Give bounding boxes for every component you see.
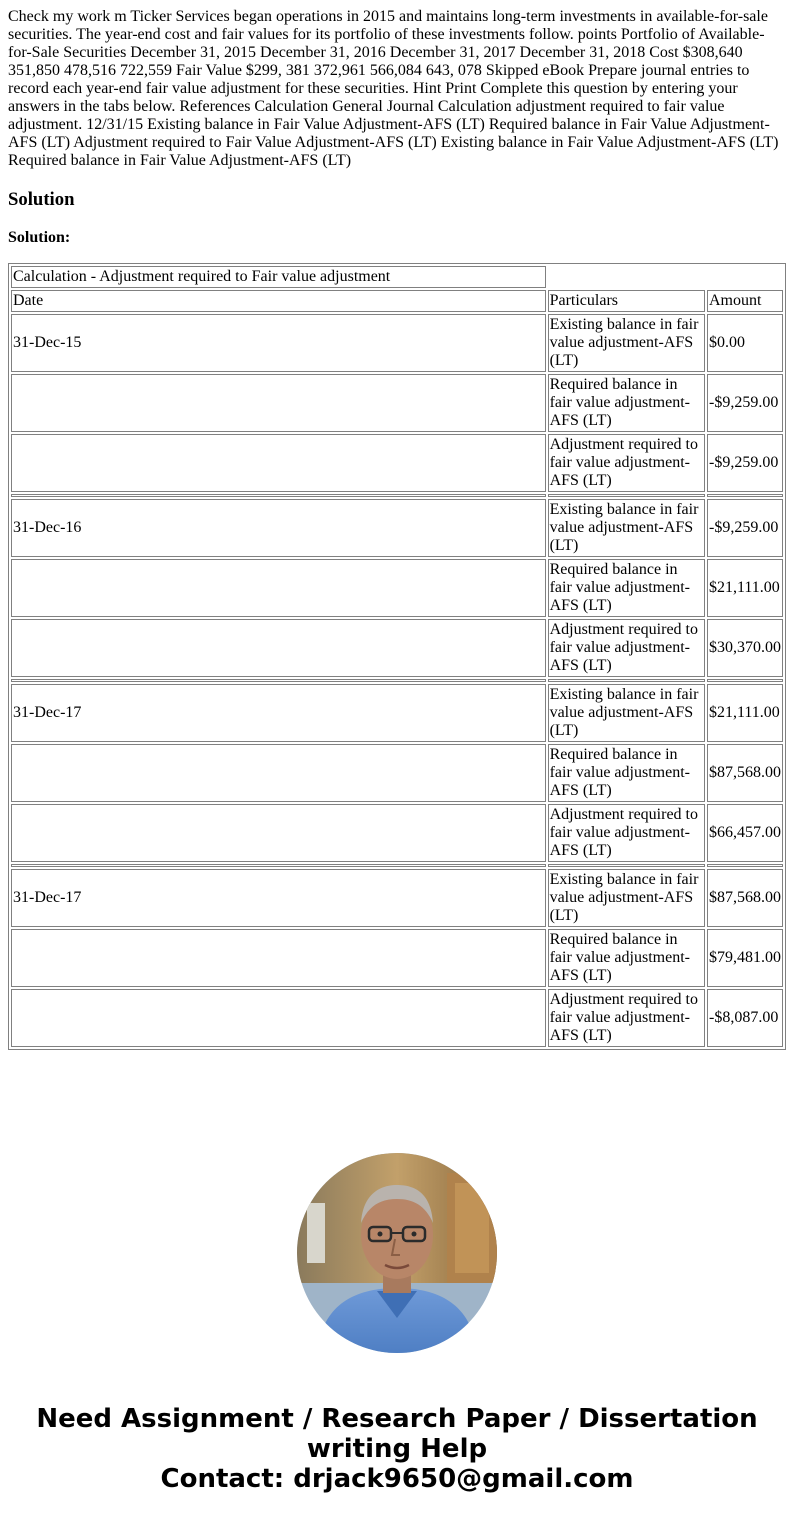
amount-cell: -$9,259.00 <box>707 434 783 492</box>
table-row <box>11 744 783 802</box>
table-row <box>11 869 783 927</box>
solution-heading: Solution <box>8 189 75 210</box>
particulars-cell: Existing balance in fair value adjustment-AFS (LT) <box>548 869 705 927</box>
date-cell <box>11 804 546 862</box>
question-text: Check my work m Ticker Services began operations in 2015 and maintains long-term investments in available-for-sale securities. The year-end cost and fair values for its portfolio of these investments follow. points Portfolio of Available-for-Sale Securities December 31, 2015 December 31, 2016 December 31, 2017 December 31, 2018 Cost $308,640 351,850 478,516 722,559 Fair Value $299, 381 372,961 566,084 643, 078 Skipped eBook Prepare journal entries to record each year-end fair value adjustment for these securities. Hint Print Complete this question by entering your answers in the tabs below. References Calculation General Journal Calculation adjustment required to fair value adjustment. 12/31/15 Existing balance in Fair Value Adjustment-AFS (LT) Required balance in Fair Value Adjustment-AFS (LT) Adjustment required to Fair Value Adjustment-AFS (LT) Existing balance in Fair Value Adjustment-AFS (LT) Required balance in Fair Value Adjustment-AFS (LT) <box>8 8 779 169</box>
banner-line-1: Need Assignment / Research Paper / Dissertation <box>36 1404 758 1434</box>
date-cell <box>11 559 546 617</box>
separator-cell <box>11 494 546 497</box>
amount-cell: $30,370.00 <box>707 619 783 677</box>
table-row <box>11 434 783 492</box>
header-particulars: Particulars <box>548 290 705 312</box>
separator-row <box>11 864 783 867</box>
table-header-row <box>11 290 783 312</box>
amount-cell: $66,457.00 <box>707 804 783 862</box>
date-cell: 31-Dec-17 <box>11 869 546 927</box>
particulars-cell: Adjustment required to fair value adjustment-AFS (LT) <box>548 989 705 1047</box>
particulars-cell: Required balance in fair value adjustment-AFS (LT) <box>548 929 705 987</box>
date-cell <box>11 989 546 1047</box>
separator-cell <box>11 864 546 867</box>
amount-cell: $87,568.00 <box>707 869 783 927</box>
separator-cell <box>707 494 783 497</box>
calculation-table <box>8 263 786 1050</box>
amount-cell: -$8,087.00 <box>707 989 783 1047</box>
date-cell: 31-Dec-17 <box>11 684 546 742</box>
date-cell: 31-Dec-16 <box>11 499 546 557</box>
particulars-cell: Existing balance in fair value adjustment-AFS (LT) <box>548 684 705 742</box>
separator-cell <box>548 494 705 497</box>
table-row <box>11 989 783 1047</box>
separator-cell <box>707 679 783 682</box>
amount-cell: $79,481.00 <box>707 929 783 987</box>
particulars-cell: Required balance in fair value adjustment-AFS (LT) <box>548 744 705 802</box>
particulars-cell: Adjustment required to fair value adjustment-AFS (LT) <box>548 804 705 862</box>
table-row <box>11 314 783 372</box>
particulars-cell: Required balance in fair value adjustment-AFS (LT) <box>548 374 705 432</box>
table-row <box>11 804 783 862</box>
table-row <box>11 374 783 432</box>
date-cell <box>11 374 546 432</box>
amount-cell: $87,568.00 <box>707 744 783 802</box>
contact-banner <box>0 1404 794 1494</box>
table-title-spacer <box>548 266 783 288</box>
particulars-cell: Adjustment required to fair value adjustment-AFS (LT) <box>548 619 705 677</box>
separator-cell <box>707 864 783 867</box>
separator-row <box>11 679 783 682</box>
solution-label: Solution: <box>8 229 71 246</box>
table-row <box>11 684 783 742</box>
separator-cell <box>548 864 705 867</box>
banner-line-2: writing Help <box>306 1434 488 1464</box>
header-date: Date <box>11 290 546 312</box>
amount-cell: $0.00 <box>707 314 783 372</box>
particulars-cell: Existing balance in fair value adjustment-AFS (LT) <box>548 314 705 372</box>
date-cell <box>11 619 546 677</box>
header-amount: Amount <box>707 290 783 312</box>
date-cell: 31-Dec-15 <box>11 314 546 372</box>
author-avatar <box>297 1153 497 1353</box>
date-cell <box>11 929 546 987</box>
table-row <box>11 499 783 557</box>
author-portrait-image <box>297 1153 497 1353</box>
amount-cell: $21,111.00 <box>707 684 783 742</box>
table-row <box>11 559 783 617</box>
table-title: Calculation - Adjustment required to Fair value adjustment <box>11 266 546 288</box>
particulars-cell: Required balance in fair value adjustment-AFS (LT) <box>548 559 705 617</box>
amount-cell: -$9,259.00 <box>707 499 783 557</box>
table-row <box>11 929 783 987</box>
amount-cell: -$9,259.00 <box>707 374 783 432</box>
particulars-cell: Existing balance in fair value adjustment-AFS (LT) <box>548 499 705 557</box>
date-cell <box>11 744 546 802</box>
particulars-cell: Adjustment required to fair value adjustment-AFS (LT) <box>548 434 705 492</box>
banner-contact-line: Contact: drjack9650@gmail.com <box>160 1464 634 1494</box>
table-title-row <box>11 266 783 288</box>
date-cell <box>11 434 546 492</box>
table-row <box>11 619 783 677</box>
separator-cell <box>11 679 546 682</box>
separator-row <box>11 494 783 497</box>
amount-cell: $21,111.00 <box>707 559 783 617</box>
separator-cell <box>548 679 705 682</box>
